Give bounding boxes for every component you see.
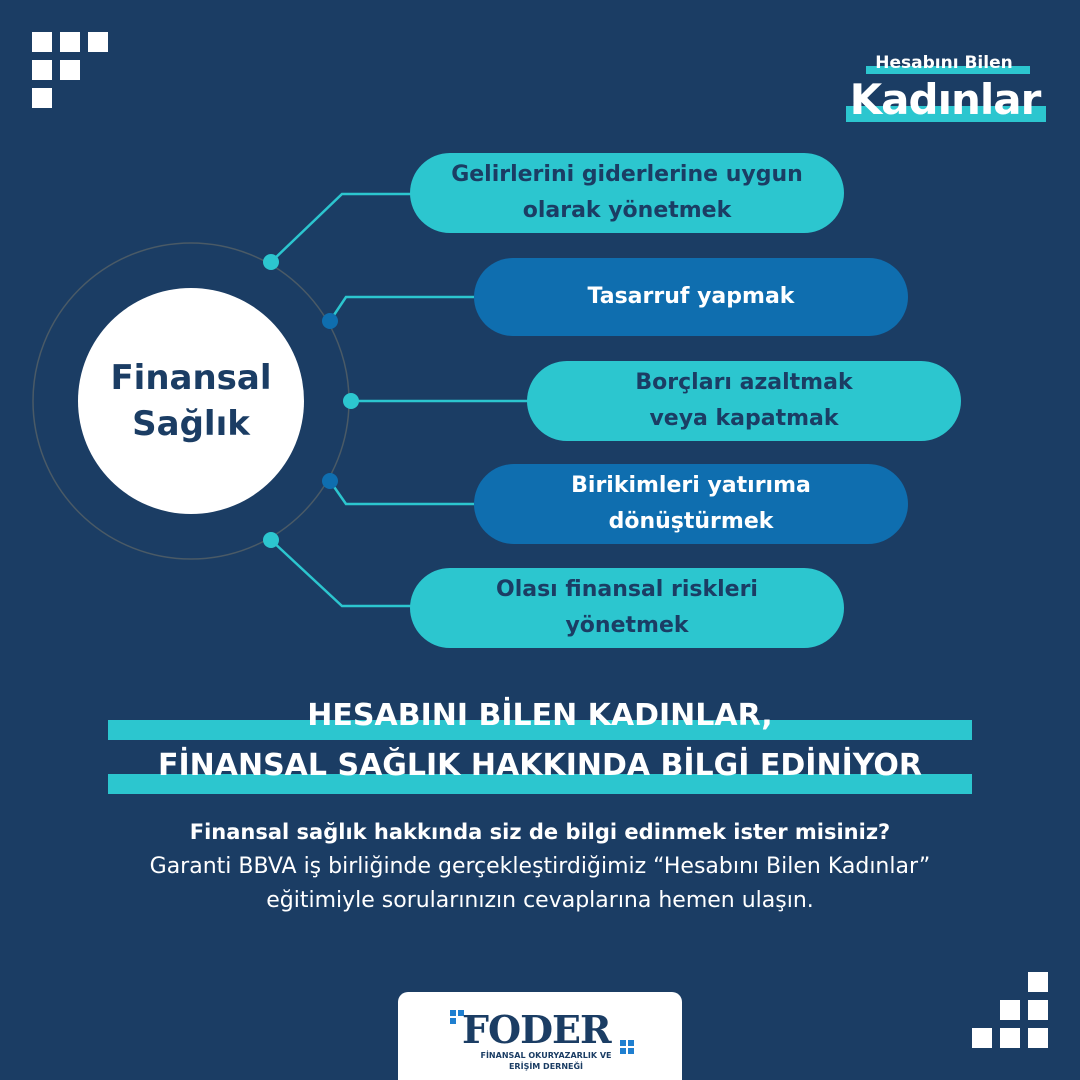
body-text: Garanti BBVA iş birliğinde gerçekleştirdiğimiz “Hesabını Bilen Kadınlar” eğitimiyle sorularınızın cevaplarına hemen ulaşın.	[149, 854, 931, 913]
pill-item-2: Tasarruf yapmak	[474, 258, 908, 336]
connector-dot-1	[263, 254, 279, 270]
pill-item-1: Gelirlerini giderlerine uygun olarak yönetmek	[410, 153, 844, 233]
connector-5	[271, 540, 412, 606]
pill-item-5: Olası finansal riskleri yönetmek	[410, 568, 844, 648]
connector-dot-2	[322, 313, 338, 329]
headline-line-1: HESABINI BİLEN KADINLAR,	[307, 698, 773, 733]
question-text: Finansal sağlık hakkında siz de bilgi edinmek ister misiniz?	[189, 820, 891, 844]
headline-line-2: FİNANSAL SAĞLIK HAKKINDA BİLGİ EDİNİYOR	[157, 748, 922, 783]
badge-title: Kadınlar	[849, 75, 1041, 124]
connector-1	[271, 194, 412, 262]
pill-item-3: Borçları azaltmak veya kapatmak	[527, 361, 961, 441]
center-label: Finansal Sağlık	[110, 358, 272, 444]
connector-dot-5	[263, 532, 279, 548]
connector-2	[330, 297, 474, 321]
foder-tagline: FİNANSAL OKURYAZARLIK VE ERİŞİM DERNEĞİ	[480, 1051, 612, 1071]
pill-item-4: Birikimleri yatırıma dönüştürmek	[474, 464, 908, 544]
connector-dot-3	[343, 393, 359, 409]
center-circle	[78, 288, 304, 514]
foder-wordmark: FODER	[462, 1007, 611, 1052]
connector-4	[330, 481, 474, 504]
connector-dot-4	[322, 473, 338, 489]
badge-subtitle: Hesabını Bilen	[875, 53, 1013, 73]
